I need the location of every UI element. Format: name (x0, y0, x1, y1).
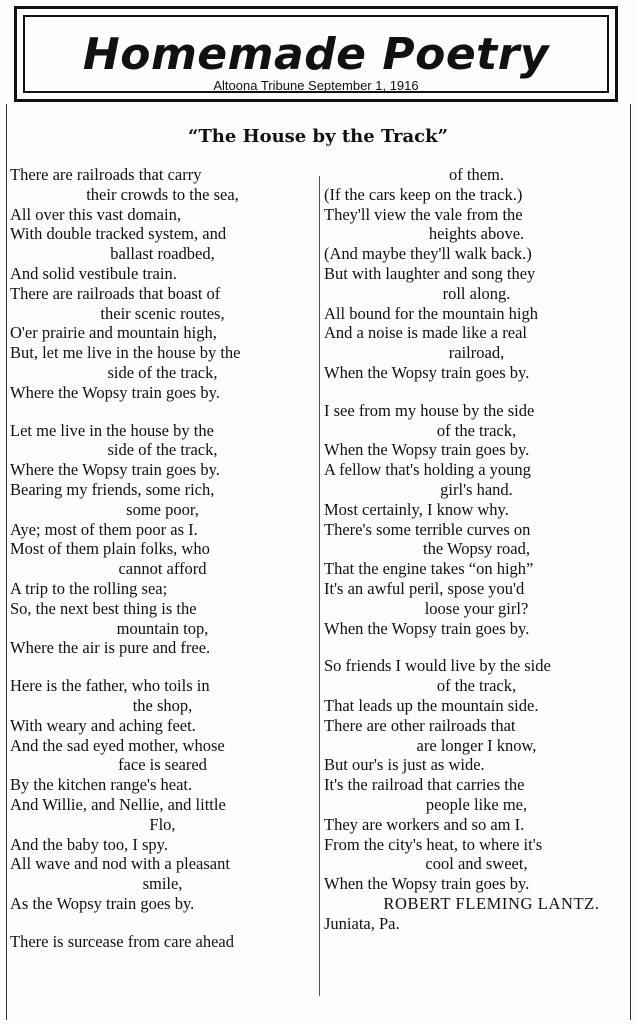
poem-line: But with laughter and song they (324, 263, 536, 283)
author-location: Juniata, Pa. (324, 913, 400, 933)
poem-right-column (324, 165, 629, 933)
masthead-inner-border (23, 15, 609, 93)
poem-line: They are workers and so am I. (324, 814, 525, 834)
poem-line: All bound for the mountain high (324, 303, 539, 323)
poem-line: A fellow that's holding a young (324, 460, 531, 480)
poem-line: of them. (449, 165, 504, 184)
column-divider (319, 176, 320, 996)
poem-line: some poor, (126, 499, 199, 519)
poem-line: of the track, (436, 420, 517, 440)
poem-line: When the Wopsy train goes by. (324, 440, 530, 460)
poem-line: But, let me live in the house by the (10, 343, 241, 363)
poem-line: That the engine takes “on high” (324, 559, 534, 579)
masthead-box (14, 6, 618, 102)
poem-line: There are railroads that carry (10, 165, 202, 184)
poem-line: With weary and aching feet. (10, 715, 196, 735)
poem-line: Most of them plain folks, who (10, 539, 210, 559)
poem-line: Aye; most of them poor as I. (10, 519, 198, 539)
stanza-gap (324, 638, 629, 656)
poem-line: cool and sweet, (425, 854, 528, 874)
poem-line: Let me live in the house by the (10, 420, 214, 440)
poem-line: So friends I would live by the side (324, 656, 551, 676)
stanza-gap (324, 383, 629, 401)
poem-line: There's some terrible curves on (324, 519, 531, 539)
poem-line: mountain top, (116, 618, 209, 638)
stanza-gap (10, 658, 315, 676)
poem-line: By the kitchen range's heat. (10, 775, 193, 795)
poem-line: (And maybe they'll walk back.) (324, 244, 532, 264)
masthead-title: Homemade Poetry (82, 29, 550, 80)
poem-line: All over this vast domain, (10, 204, 181, 224)
poem-line: Where the air is pure and free. (10, 638, 211, 658)
poem-line: But our's is just as wide. (324, 755, 485, 775)
poem-line: When the Wopsy train goes by. (324, 874, 530, 894)
poem-line: smile, (142, 874, 183, 894)
poem-line: As the Wopsy train goes by. (10, 893, 195, 913)
poem-line: Most certainly, I know why. (324, 499, 509, 519)
author-signature: ROBERT FLEMING LANTZ. (383, 893, 600, 913)
dateline: Altoona Tribune September 1, 1916 (213, 78, 419, 93)
poem-line: their scenic routes, (100, 303, 225, 323)
poem-line: O'er prairie and mountain high, (10, 323, 217, 343)
poem-line: the Wopsy road, (423, 539, 530, 559)
poem-line: It's the railroad that carries the (324, 775, 525, 795)
poem-line: And the baby too, I spy. (10, 834, 168, 854)
poem-line: So, the next best thing is the (10, 598, 197, 618)
left-border-rule (6, 104, 7, 1020)
poem-line: Where the Wopsy train goes by. (10, 382, 220, 402)
poem-line: Here is the father, who toils in (10, 676, 210, 696)
poem-line: their crowds to the sea, (86, 184, 239, 204)
poem-line: heights above. (428, 224, 525, 244)
poem-line: There are other railroads that (324, 715, 516, 735)
poem-line: From the city's heat, to where it's (324, 834, 543, 854)
poem-line: of the track, (436, 676, 517, 696)
poem-line: There is surcease from care ahead (10, 931, 234, 951)
poem-line: It's an awful peril, spose you'd (324, 578, 525, 598)
poem-line: Flo, (149, 814, 176, 834)
poem-left-column (10, 165, 315, 951)
poem-line: And solid vestibule train. (10, 263, 177, 283)
poem-line: cannot afford (118, 559, 207, 579)
poem-line: That leads up the mountain side. (324, 695, 539, 715)
poem-line: girl's hand. (440, 479, 513, 499)
poem-line: face is seared (118, 755, 207, 775)
poem-line: ballast roadbed, (110, 244, 215, 264)
poem-line: loose your girl? (424, 598, 529, 618)
poem-line: I see from my house by the side (324, 400, 535, 420)
poem-line: side of the track, (107, 440, 218, 460)
poem-line: They'll view the vale from the (324, 204, 523, 224)
poem-title: “The House by the Track” (188, 126, 448, 147)
poem-line: side of the track, (107, 362, 218, 382)
poem-line: When the Wopsy train goes by. (324, 362, 530, 382)
poem-line: And the sad eyed mother, whose (10, 735, 225, 755)
poem-line: When the Wopsy train goes by. (324, 618, 530, 638)
stanza-gap (10, 403, 315, 421)
poem-line: the shop, (132, 695, 193, 715)
poem-line: roll along. (442, 283, 511, 303)
poem-line: railroad, (448, 343, 505, 363)
poem-line: All wave and nod with a pleasant (10, 854, 230, 874)
poem-line: people like me, (425, 794, 528, 814)
poem-line: are longer I know, (416, 735, 537, 755)
poem-line: A trip to the rolling sea; (10, 578, 168, 598)
poem-line: And a noise is made like a real (324, 323, 527, 343)
poem-line: Bearing my friends, some rich, (10, 479, 215, 499)
poem-line: (If the cars keep on the track.) (324, 184, 523, 204)
poem-line: Where the Wopsy train goes by. (10, 460, 220, 480)
poem-line: And Willie, and Nellie, and little (10, 794, 226, 814)
stanza-gap (10, 914, 315, 932)
poem-line: There are railroads that boast of (10, 283, 221, 303)
right-border-rule (630, 104, 631, 1020)
poem-line: With double tracked system, and (10, 224, 227, 244)
